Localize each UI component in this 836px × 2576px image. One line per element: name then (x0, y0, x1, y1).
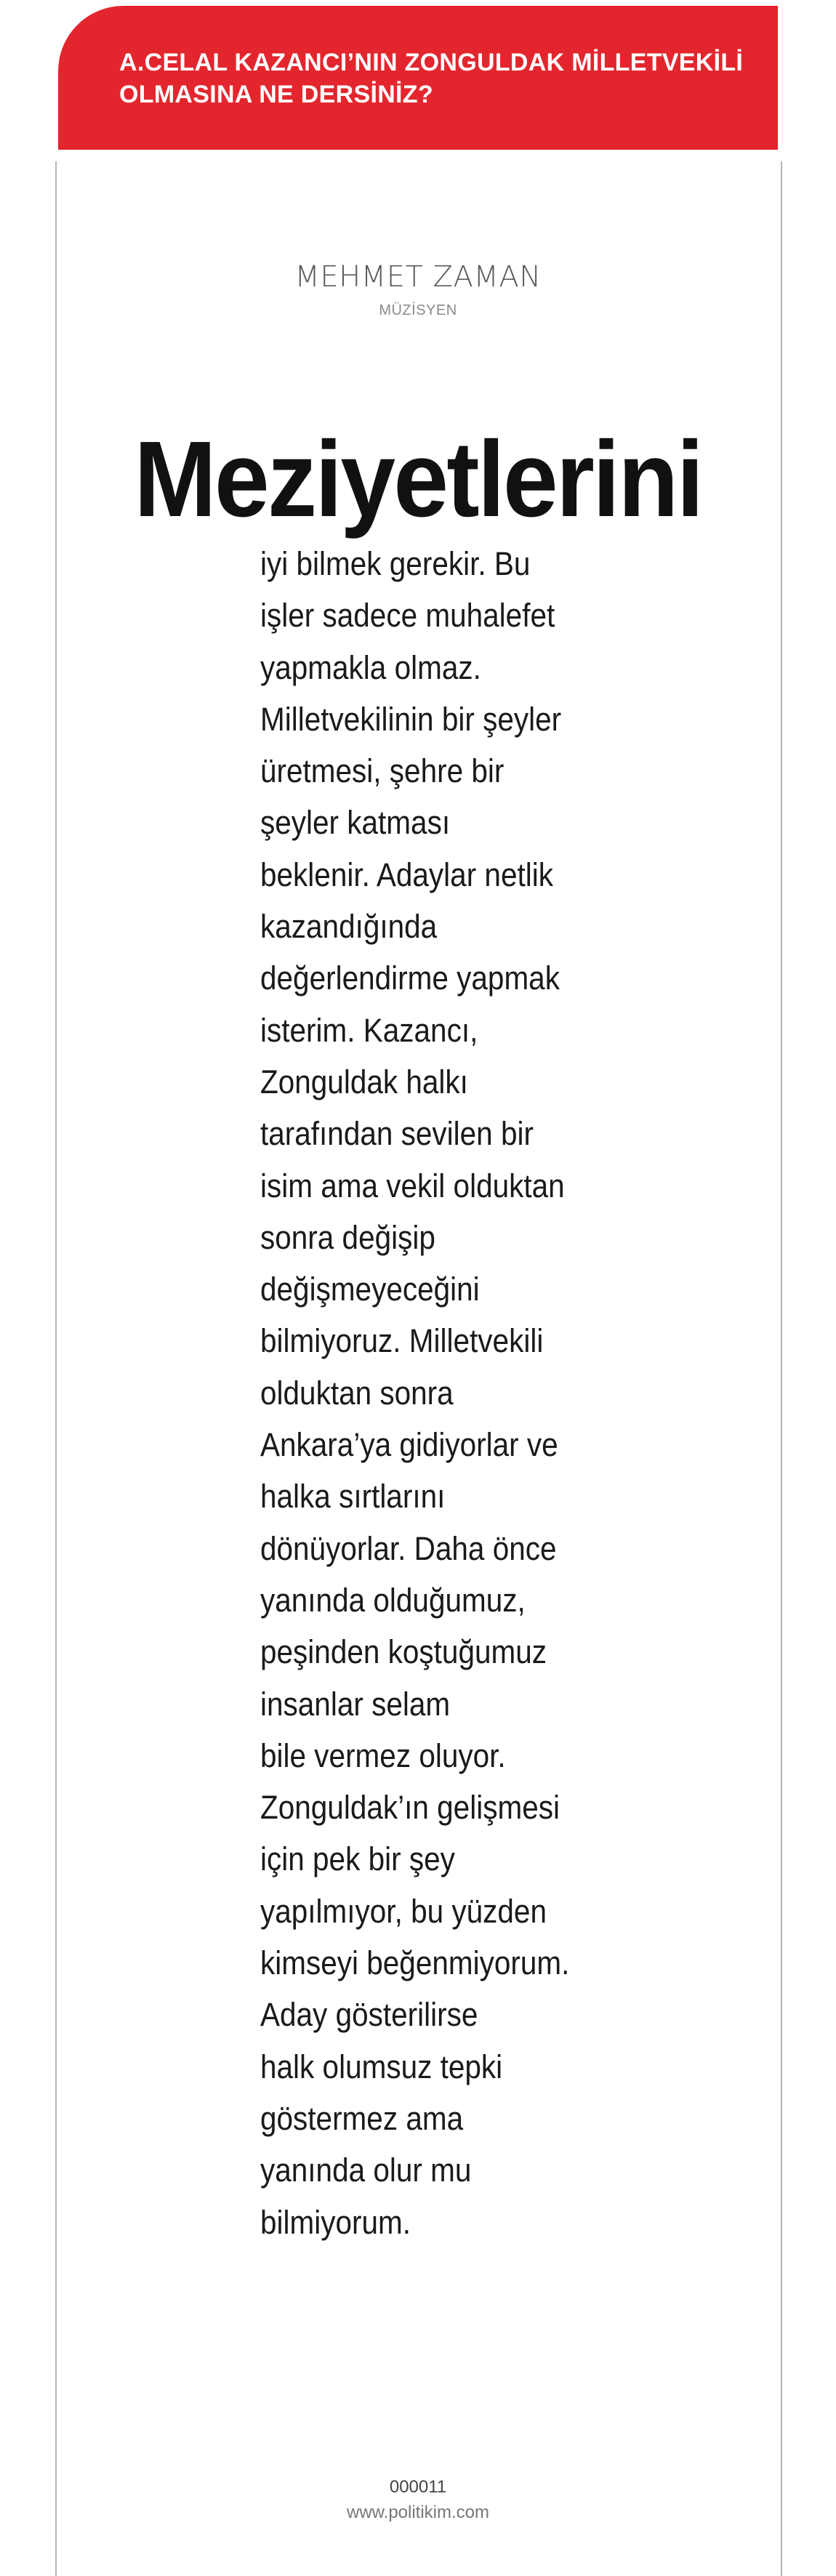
header-banner (58, 6, 778, 150)
body-line: sonra değişip (260, 1218, 435, 1256)
body-line: Aday gösterilirse (260, 1996, 478, 2034)
body-line: işler sadece muhalefet (260, 597, 555, 635)
body-line: insanlar selam (260, 1685, 451, 1723)
body-line: dönüyorlar. Daha önce (260, 1529, 557, 1567)
body-line: kazandığında (260, 908, 438, 946)
body-line: tarafından sevilen bir (260, 1115, 534, 1153)
body-line: iyi bilmek gerekir. Bu (260, 545, 531, 582)
body-line: için pek bir şey (260, 1840, 455, 1878)
body-line: göstermez ama (260, 2099, 464, 2137)
body-line: yanında olur mu (260, 2152, 472, 2189)
body-line: beklenir. Adaylar netlik (260, 856, 553, 893)
body-line: yanında olduğumuz, (260, 1581, 526, 1619)
body-line: bilmiyorum. (260, 2203, 411, 2241)
body-line: üretmesi, şehre bir (260, 752, 505, 790)
body-line: bile vermez oluyor. (260, 1736, 506, 1774)
body-line: halk olumsuz tepki (260, 2048, 503, 2085)
article-body (260, 538, 574, 2248)
body-line: halka sırtlarını (260, 1478, 446, 1516)
author-name: MEHMET ZAMAN (294, 260, 542, 294)
body-line: yapılmıyor, bu yüzden (260, 1892, 547, 1930)
body-line: Zonguldak’ın gelişmesi (260, 1789, 560, 1827)
body-line: olduktan sonra (260, 1374, 454, 1412)
body-line: kimseyi beğenmiyorum. (260, 1944, 570, 1982)
footer-url: www.politikim.com (346, 2503, 490, 2522)
body-line: şeyler katması (260, 804, 451, 842)
body-line: bilmiyoruz. Milletvekili (260, 1322, 544, 1360)
body-line: değişmeyeceğini (260, 1271, 480, 1308)
article-headline: Meziyetlerini (134, 419, 702, 539)
body-line: peşinden koştuğumuz (260, 1633, 547, 1671)
body-line: isterim. Kazancı, (260, 1011, 478, 1049)
header-title: A.CELAL KAZANCI’NIN ZONGULDAK MİLLETVEKİLİ OLMASINA NE DERSİNİZ? (119, 49, 744, 108)
body-line: Ankara’ya gidiyorlar ve (260, 1426, 558, 1464)
body-line: Zonguldak halkı (260, 1063, 468, 1100)
page-number: 000011 (389, 2477, 447, 2497)
author-role: MÜZİSYEN (379, 302, 457, 318)
body-line: isim ama vekil olduktan (260, 1167, 565, 1204)
body-line: Milletvekilinin bir şeyler (260, 700, 562, 738)
body-line: değerlendirme yapmak (260, 959, 560, 997)
body-line: yapmakla olmaz. (260, 648, 481, 686)
